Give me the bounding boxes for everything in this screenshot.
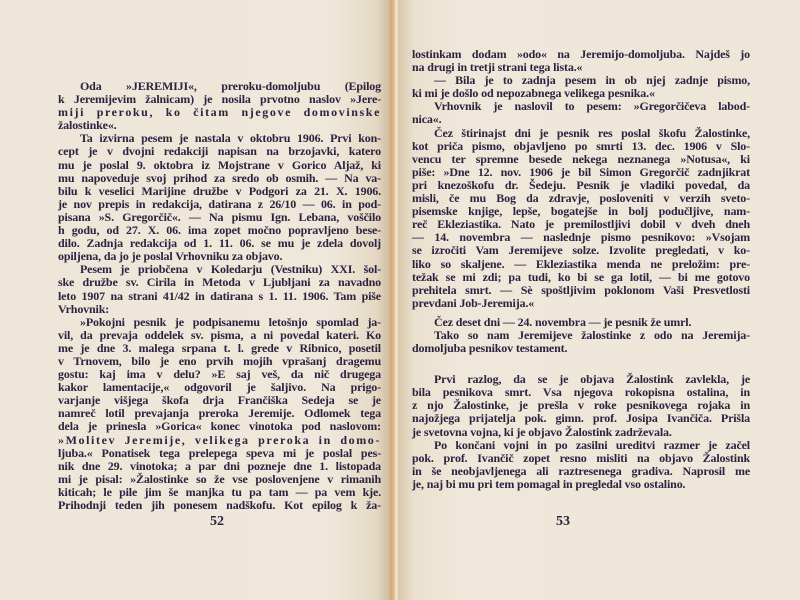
text-line: na drugi in tretji strani tega lista.« [412, 60, 583, 75]
text-line: kot priča pismo, objavljeno po smrti 13. dec. 1906 v Slo- [412, 138, 750, 153]
text-line: me je dne 3. malega srpana t. l. grede v Ribnico, posetil [58, 340, 381, 355]
text-line: je svetovna vojna, ki je objavo Žalostink zadrževala. [412, 424, 672, 439]
text-line: z njo Žalostinke, je prešla v roke pesnikovega rojaka in [412, 398, 750, 413]
text-line: nica«. [412, 112, 442, 127]
text-line: gostu: kaj ima v delu? »E saj veš, da nič drugega [58, 367, 381, 382]
text-line: opiljena, da jo je poslal Vrhovniku za objavo. [58, 249, 283, 264]
text-line: bila pesnikova smrt. Vsa njegova rokopisna ostalina, in [412, 385, 750, 400]
right-page [398, 0, 800, 600]
text-line: Po končani vojni in po zasilni ureditvi razmer je začel [434, 437, 750, 452]
text-line: nik dne 29. vinotoka; a par dni pozneje dne 1. listopada [58, 458, 381, 473]
page-number: 53 [556, 514, 570, 529]
text-line: Oda »JEREMIJI«, preroku-domoljubu (Epilog [80, 79, 381, 93]
text-line: Čez štirinajst dni je pesnik res poslal škofu Žalostinke, [434, 125, 750, 140]
text-line: bilu k veselici Marijine družbe v Podgori za 21. X. 1906. [58, 183, 381, 198]
text-line: h godu, od 27. X. 06. ima zopet močno popravljeno bese- [58, 223, 381, 238]
text-line: Ta izvirna pesem je nastala v oktobru 1906. Prvi kon- [80, 131, 381, 146]
text-line: je nov prepis in redakcija, datirana z 26/10 — 06. in pod- [58, 196, 381, 211]
text-line: dilo. Zadnja redakcija od 1. 11. 06. se mu je zdela dovolj [58, 236, 381, 251]
text-line: misli, če mu Bog da zdravje, posloveniti v verzih sveto- [412, 191, 750, 206]
left-page [0, 0, 392, 600]
text-line: pri knezoškofu dr. Šedeju. Pesnik je vladiki povedal, da [412, 177, 750, 192]
text-line: prevdani Job-Jeremija.« [412, 295, 535, 310]
text-line: varjanje višjega škofa drja Frančiška Sedeja se je [58, 393, 381, 408]
text-line: Prvi razlog, da se je objava Žalostink zavlekla, je [434, 372, 750, 387]
text-line: leto 1907 na strani 41/42 in datirana s 1. 11. 1906. Tam piše [58, 288, 381, 303]
text-line: prehitela smrt. — Sè spoštljivim poklonom Vaši Presvetlosti [412, 282, 750, 297]
text-line: Vrhovnik: [58, 301, 110, 316]
text-line: vencu ter spremne besede nekega neznanega »Notusa«, ki [412, 151, 750, 166]
text-line: mi je pisal: »Žalostinke so že vse poslovenjene v rimanih [58, 471, 381, 486]
text-line: k Jeremijevim žalnicam) je nosila prvotno naslov »Jere- [58, 92, 381, 107]
text-line: — Bila je to zadnja pesem in ob njej zadnje pismo, [434, 73, 750, 88]
text-line: mu napoveduje svoj prihod za sredo ob osmih. — Na va- [58, 170, 381, 185]
text-line: ki mi je došlo od nepozabnega velikega pesnika.« [412, 86, 655, 101]
section-gap [412, 355, 750, 373]
text-line: miji preroku, ko čitam njegove domovinske [58, 105, 381, 120]
text-line: ljuba.« Ponatisek tega prelepega speva mi je poslal pes- [58, 445, 381, 460]
text-line: Pesem je priobčena v Koledarju (Vestniku) XXI. šol- [80, 262, 381, 277]
text-line: Vrhovnik je naslovil to pesem: »Gregorčičeva labod- [434, 99, 750, 114]
text-line: domoljuba pesnikov testament. [412, 341, 568, 356]
text-line: težak se mi zdi; pa tudi, ko bi se ga lotil, — bi me gotovo [412, 269, 750, 284]
text-line: je, naj bi mu pri tem pomagal in pregledal vso ostalino. [412, 476, 686, 491]
page-number: 52 [210, 514, 224, 529]
text-line: liko so skaljene. — Ekleziastika menda ne preložim: pre- [412, 256, 750, 271]
right-page-text [412, 48, 750, 491]
text-line: najožjega prijatelja pok. gimn. prof. Josipa Ivančiča. Prišla [412, 411, 750, 426]
text-line: pisemske knjige, lepše, bogatejše in bolj podučljive, nam- [412, 204, 750, 219]
text-line: »Molitev Jeremije, velikega preroka in domo- [58, 432, 381, 447]
text-line: Čez deset dni — 24. novembra — je pesnik že umrl. [434, 314, 692, 329]
text-line: piše: »Dne 12. nov. 1906 je bil Simon Gregorčič zadnjikrat [412, 164, 750, 179]
text-line: cept je v dvojni redakciji napisan na brzojavki, katero [58, 144, 381, 159]
text-line: kiticah; le pile jim še manjka tu pa tam — pa vem kje. [58, 484, 381, 499]
text-line: »Pokojni pesnik je podpisanemu letošnjo spomlad ja- [80, 314, 381, 329]
text-line: namreč lotil prevajanja preroka Jeremije. Odlomek tega [58, 406, 381, 421]
text-line: — 14. novembra — naslednje pismo pesnikovo: »Vsojam [412, 230, 750, 245]
text-line: v Trnovem, bilo je eno prvih mojih vprašanj dragemu [58, 353, 381, 368]
text-line: Tako so nam Jeremijeve žalostinke z odo na Jeremija- [434, 327, 750, 342]
text-line: pok. prof. Ivančič zopet resno misliti na objavo Žalostink [412, 450, 750, 465]
text-line: ske družbe sv. Cirila in Metoda v Ljubljani za navadno [58, 275, 381, 290]
text-line: lostinkam dodam »odo« na Jeremijo-domoljuba. Najdeš jo [412, 47, 750, 61]
text-line: pisana »S. Gregorčič«. — Na pismu Ign. Lebana, voščilo [58, 209, 381, 224]
left-page-text [58, 80, 381, 512]
text-line: mu je poslal 9. oktobra iz Mojstrane v Gorico Aljaž, ki [58, 157, 381, 172]
text-line: in še neobjavljenega ali raztresenega gradiva. Naprosil me [412, 463, 750, 478]
text-line: reč Ekleziastika. Nato je premilostljivi dobil v dveh dneh [412, 217, 750, 232]
text-line: Prihodnji teden jih ponesem nadškofu. Kot epilog k ža- [58, 498, 381, 512]
text-line: dela je prinesla »Gorica« konec vinotoka pod naslovom: [58, 419, 381, 434]
text-line: žalostinke«. [58, 118, 117, 133]
text-line: se izročiti Vam Jeremijeve solze. Izvolite pregledati, v ko- [412, 243, 750, 258]
text-line: kakor lamentacije,« odgovoril je šaljivo. Na prigo- [58, 380, 381, 395]
text-line: vil, da prevaja oddelek sv. pisma, a ni povedal kateri. Ko [58, 327, 381, 342]
